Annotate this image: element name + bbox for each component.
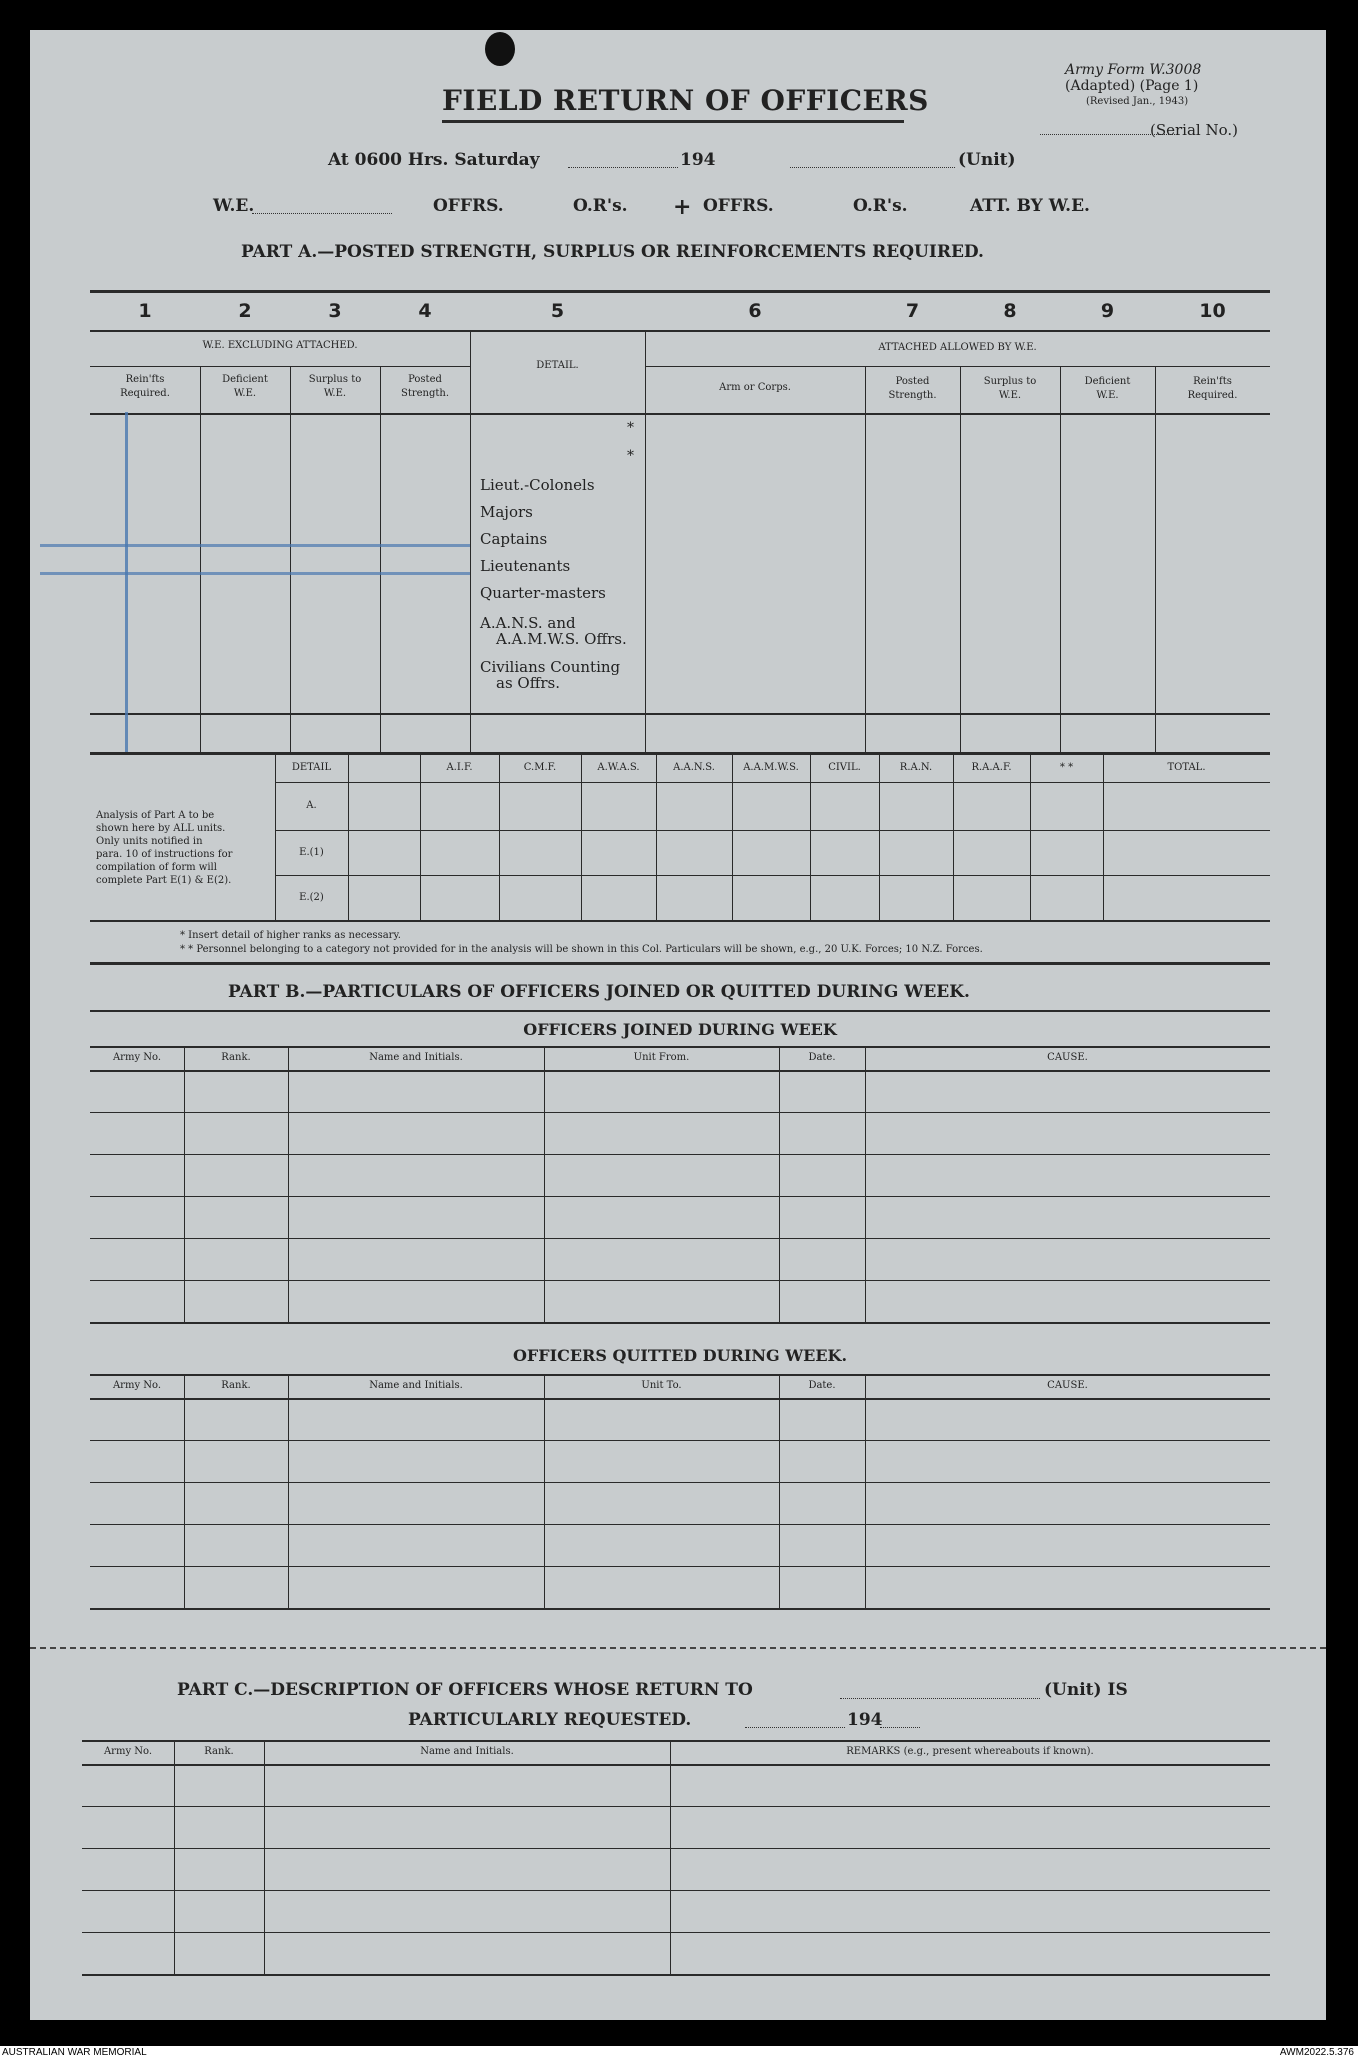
footnote-1: * Insert detail of higher ranks as necessary. <box>180 930 401 941</box>
part-b-top-rule <box>90 962 1270 965</box>
analysis-col-other: * * <box>1059 762 1074 773</box>
analysis-col-awas: A.W.A.S. <box>597 762 640 773</box>
q-vline-1 <box>184 1374 185 1608</box>
ors2-label: O.R's. <box>853 196 908 216</box>
a-vline-4 <box>581 752 582 920</box>
footer-right: AWM2022.5.376 <box>1279 2047 1354 2058</box>
part-b-title: PART B.—PARTICULARS OF OFFICERS JOINED OR QUITTED DURING WEEK. <box>228 982 970 1002</box>
analysis-row-a: A. <box>306 800 317 811</box>
vline-a9 <box>1155 366 1156 752</box>
a-vline-7 <box>810 752 811 920</box>
col-number-rule <box>90 330 1270 332</box>
sub2-line2: W.E. <box>233 388 257 399</box>
part-c-header-rule <box>82 1764 1270 1766</box>
part-c-row-rule-4 <box>82 1932 1270 1933</box>
analysis-bottom-rule <box>90 920 1270 922</box>
q-vline-5 <box>865 1374 866 1608</box>
part-c-unit-field <box>840 1698 1040 1699</box>
vline-a1 <box>200 366 201 752</box>
part-b-title-rule <box>90 1010 1270 1012</box>
a-vline-11 <box>1103 752 1104 920</box>
j-vline-4 <box>779 1046 780 1322</box>
analysis-row-rule-2 <box>275 875 1270 876</box>
part-a-bottom-rule <box>90 752 1270 755</box>
a-vline-10 <box>1030 752 1031 920</box>
part-c-col-remarks: REMARKS (e.g., present whereabouts if known). <box>846 1746 1094 1757</box>
group-right-label: ATTACHED ALLOWED BY W.E. <box>878 342 1037 353</box>
joined-col-date: Date. <box>808 1052 836 1063</box>
joined-header-rule <box>90 1070 1270 1072</box>
part-c-row-rule-3 <box>82 1890 1270 1891</box>
sub2-line1: Deficient <box>222 374 268 385</box>
col-num-1: 1 <box>138 300 152 322</box>
rank-lieutenants: Lieutenants <box>480 557 571 575</box>
vline-a2 <box>290 366 291 752</box>
part-c-year: 194 <box>847 1710 883 1730</box>
joined-col-rank: Rank. <box>221 1052 251 1063</box>
j-vline-3 <box>544 1046 545 1322</box>
joined-row-rule-3 <box>90 1196 1270 1197</box>
j-vline-2 <box>288 1046 289 1322</box>
c-vline-2 <box>264 1740 265 1974</box>
analysis-detail-header: DETAIL <box>291 762 332 773</box>
punch-hole <box>485 32 515 66</box>
col-num-6: 6 <box>748 300 762 322</box>
joined-title: OFFICERS JOINED DURING WEEK <box>523 1020 837 1039</box>
part-c-bottom-rule <box>82 1974 1270 1976</box>
analysis-col-aans: A.A.N.S. <box>673 762 715 773</box>
sub9-line2: W.E. <box>1096 390 1119 401</box>
sub4-line2: Strength. <box>400 388 450 399</box>
quitted-top-rule <box>90 1374 1270 1376</box>
part-c-col-rank: Rank. <box>204 1746 234 1757</box>
detail-header: DETAIL. <box>536 360 579 371</box>
quitted-bottom-rule <box>90 1608 1270 1610</box>
analysis-note-5: compilation of form will <box>96 862 217 873</box>
pencil-mark-horizontal-2 <box>40 572 470 575</box>
page-title: FIELD RETURN OF OFFICERS <box>442 84 929 117</box>
c-vline-3 <box>670 1740 671 1974</box>
a-vline-8 <box>879 752 880 920</box>
analysis-col-raaf: R.A.A.F. <box>971 762 1012 773</box>
time-day-label: At 0600 Hrs. Saturday <box>328 150 540 170</box>
part-c-col-name: Name and Initials. <box>420 1746 514 1757</box>
form-page <box>30 30 1326 2020</box>
analysis-col-total: TOTAL. <box>1167 762 1206 773</box>
quitted-row-rule-1 <box>90 1440 1270 1441</box>
q-vline-3 <box>544 1374 545 1608</box>
we-label: W.E. <box>213 196 255 216</box>
analysis-row-e2: E.(2) <box>299 892 324 903</box>
a-vline-2 <box>420 752 421 920</box>
sub8-line2: W.E. <box>998 390 1022 401</box>
rank-civ-1: Civilians Counting <box>480 658 621 676</box>
analysis-col-cmf: C.M.F. <box>523 762 557 773</box>
j-vline-5 <box>865 1046 866 1322</box>
offrs2-label: OFFRS. <box>703 196 774 216</box>
form-number: Army Form W.3008 <box>1065 62 1202 78</box>
ors-label: O.R's. <box>573 196 628 216</box>
a-vline-6 <box>732 752 733 920</box>
quitted-row-rule-3 <box>90 1524 1270 1525</box>
footnote-2: * * Personnel belonging to a category not provided for in the analysis will be shown in this Col. Particulars will be shown, e.g., 20 U.K. Forces; 10 N.Z. Forces. <box>180 944 983 955</box>
form-adapted: (Adapted) (Page 1) <box>1065 78 1199 94</box>
analysis-col-civil: CIVIL. <box>828 762 861 773</box>
joined-col-army-no: Army No. <box>112 1052 162 1063</box>
quitted-header-rule <box>90 1398 1270 1400</box>
joined-row-rule-4 <box>90 1238 1270 1239</box>
vline-a8 <box>1060 366 1061 752</box>
subheader-rule <box>90 413 1270 415</box>
part-c-year-field <box>880 1727 920 1728</box>
star-2: * <box>627 448 634 464</box>
sub3-line2: W.E. <box>323 388 347 399</box>
rank-qm: Quarter-masters <box>480 584 606 602</box>
part-c-unit-label: (Unit) IS <box>1044 1680 1128 1700</box>
quitted-col-unit: Unit To. <box>641 1380 682 1391</box>
serial-label: (Serial No.) <box>1150 121 1238 139</box>
date-field <box>568 167 678 168</box>
joined-col-unit: Unit From. <box>633 1052 690 1063</box>
group-right-rule <box>645 366 1270 367</box>
col-num-4: 4 <box>418 300 432 322</box>
q-vline-4 <box>779 1374 780 1608</box>
quitted-col-date: Date. <box>808 1380 836 1391</box>
rank-aans-2: A.A.M.W.S. Offrs. <box>496 630 627 648</box>
total-row-rule <box>90 713 1270 715</box>
quitted-col-cause: CAUSE. <box>1047 1380 1088 1391</box>
part-c-row-rule-1 <box>82 1806 1270 1807</box>
joined-col-cause: CAUSE. <box>1047 1052 1088 1063</box>
rank-majors: Majors <box>480 503 533 521</box>
form-revised: (Revised Jan., 1943) <box>1086 96 1189 107</box>
vline-a7 <box>960 366 961 752</box>
part-a-top-rule <box>90 290 1270 293</box>
sub8-line1: Surplus to <box>983 376 1037 387</box>
footer-left: AUSTRALIAN WAR MEMORIAL <box>2 2047 147 2058</box>
analysis-note-6: complete Part E(1) & E(2). <box>96 875 232 886</box>
unit-label: (Unit) <box>958 150 1016 170</box>
quitted-col-rank: Rank. <box>221 1380 251 1391</box>
q-vline-2 <box>288 1374 289 1608</box>
sub4-line1: Posted <box>408 374 442 385</box>
col-num-3: 3 <box>328 300 342 322</box>
sub1-line1: Rein'fts <box>125 374 165 385</box>
sub9-line1: Deficient <box>1084 376 1131 387</box>
rank-aans-1: A.A.N.S. and <box>480 614 576 632</box>
col-num-2: 2 <box>238 300 252 322</box>
part-a-title: PART A.—POSTED STRENGTH, SURPLUS OR REINFORCEMENTS REQUIRED. <box>241 242 984 262</box>
pencil-mark-vertical <box>125 412 128 752</box>
offrs-label: OFFRS. <box>433 196 504 216</box>
part-c-title: PART C.—DESCRIPTION OF OFFICERS WHOSE RETURN TO <box>177 1680 753 1700</box>
sub7-line2: Strength. <box>888 390 937 401</box>
analysis-row-e1: E.(1) <box>299 847 324 858</box>
c-vline-1 <box>174 1740 175 1974</box>
col-num-9: 9 <box>1100 300 1115 322</box>
quitted-row-rule-4 <box>90 1566 1270 1567</box>
col-num-5: 5 <box>550 300 565 322</box>
sub10-line1: Rein'fts <box>1193 376 1232 387</box>
joined-top-rule <box>90 1046 1270 1048</box>
a-vline-9 <box>953 752 954 920</box>
joined-row-rule-5 <box>90 1280 1270 1281</box>
col-num-10: 10 <box>1199 300 1226 322</box>
analysis-row-rule-1 <box>275 830 1270 831</box>
quitted-title: OFFICERS QUITTED DURING WEEK. <box>512 1346 848 1365</box>
joined-row-rule-2 <box>90 1154 1270 1155</box>
quitted-row-rule-2 <box>90 1482 1270 1483</box>
unit-field <box>790 167 955 168</box>
a-vline-1 <box>348 752 349 920</box>
joined-bottom-rule <box>90 1322 1270 1324</box>
quitted-col-army-no: Army No. <box>112 1380 162 1391</box>
a-vline-5 <box>656 752 657 920</box>
title-underline <box>442 120 904 123</box>
vline-a4 <box>470 330 471 752</box>
sub1-line2: Required. <box>120 388 170 399</box>
sub3-line1: Surplus to <box>308 374 362 385</box>
perforation-line <box>30 1647 1326 1649</box>
col-num-8: 8 <box>1003 300 1017 322</box>
pencil-mark-horizontal-1 <box>40 544 470 547</box>
part-c-col-army-no: Army No. <box>103 1746 153 1757</box>
sub7-line1: Posted <box>895 376 930 387</box>
we-field <box>252 213 392 214</box>
vline-a3 <box>380 366 381 752</box>
analysis-note-3: Only units notified in <box>96 836 203 847</box>
vline-a6 <box>865 366 866 752</box>
plus-sign: + <box>673 194 692 220</box>
rank-civ-2: as Offrs. <box>496 674 560 692</box>
analysis-note-4: para. 10 of instructions for <box>96 849 233 860</box>
sub6-label: Arm or Corps. <box>719 382 791 393</box>
a-vline-3 <box>499 752 500 920</box>
part-c-row-rule-2 <box>82 1848 1270 1849</box>
year-label: 194 <box>680 150 716 170</box>
group-left-label: W.E. EXCLUDING ATTACHED. <box>202 340 358 351</box>
part-c-requested: PARTICULARLY REQUESTED. <box>408 1710 692 1730</box>
archive-footer <box>0 2046 1358 2061</box>
att-label: ATT. BY W.E. <box>970 196 1090 216</box>
joined-col-name: Name and Initials. <box>369 1052 463 1063</box>
analysis-col-ran: R.A.N. <box>899 762 933 773</box>
j-vline-1 <box>184 1046 185 1322</box>
joined-row-rule-1 <box>90 1112 1270 1113</box>
rank-captains: Captains <box>480 530 548 548</box>
group-left-rule <box>90 366 470 367</box>
star-1: * <box>627 420 634 436</box>
part-c-date-field <box>745 1727 845 1728</box>
vline-a5 <box>645 330 646 752</box>
part-c-top-rule <box>82 1740 1270 1742</box>
analysis-col-aamws: A.A.M.W.S. <box>743 762 799 773</box>
analysis-note-2: shown here by ALL units. <box>96 823 226 834</box>
col-num-7: 7 <box>905 300 920 322</box>
sub10-line2: Required. <box>1187 390 1238 401</box>
analysis-note-1: Analysis of Part A to be <box>96 810 215 821</box>
analysis-header-rule <box>275 782 1270 783</box>
quitted-col-name: Name and Initials. <box>369 1380 463 1391</box>
rank-lt-col: Lieut.-Colonels <box>480 476 595 494</box>
analysis-col-aif: A.I.F. <box>446 762 473 773</box>
